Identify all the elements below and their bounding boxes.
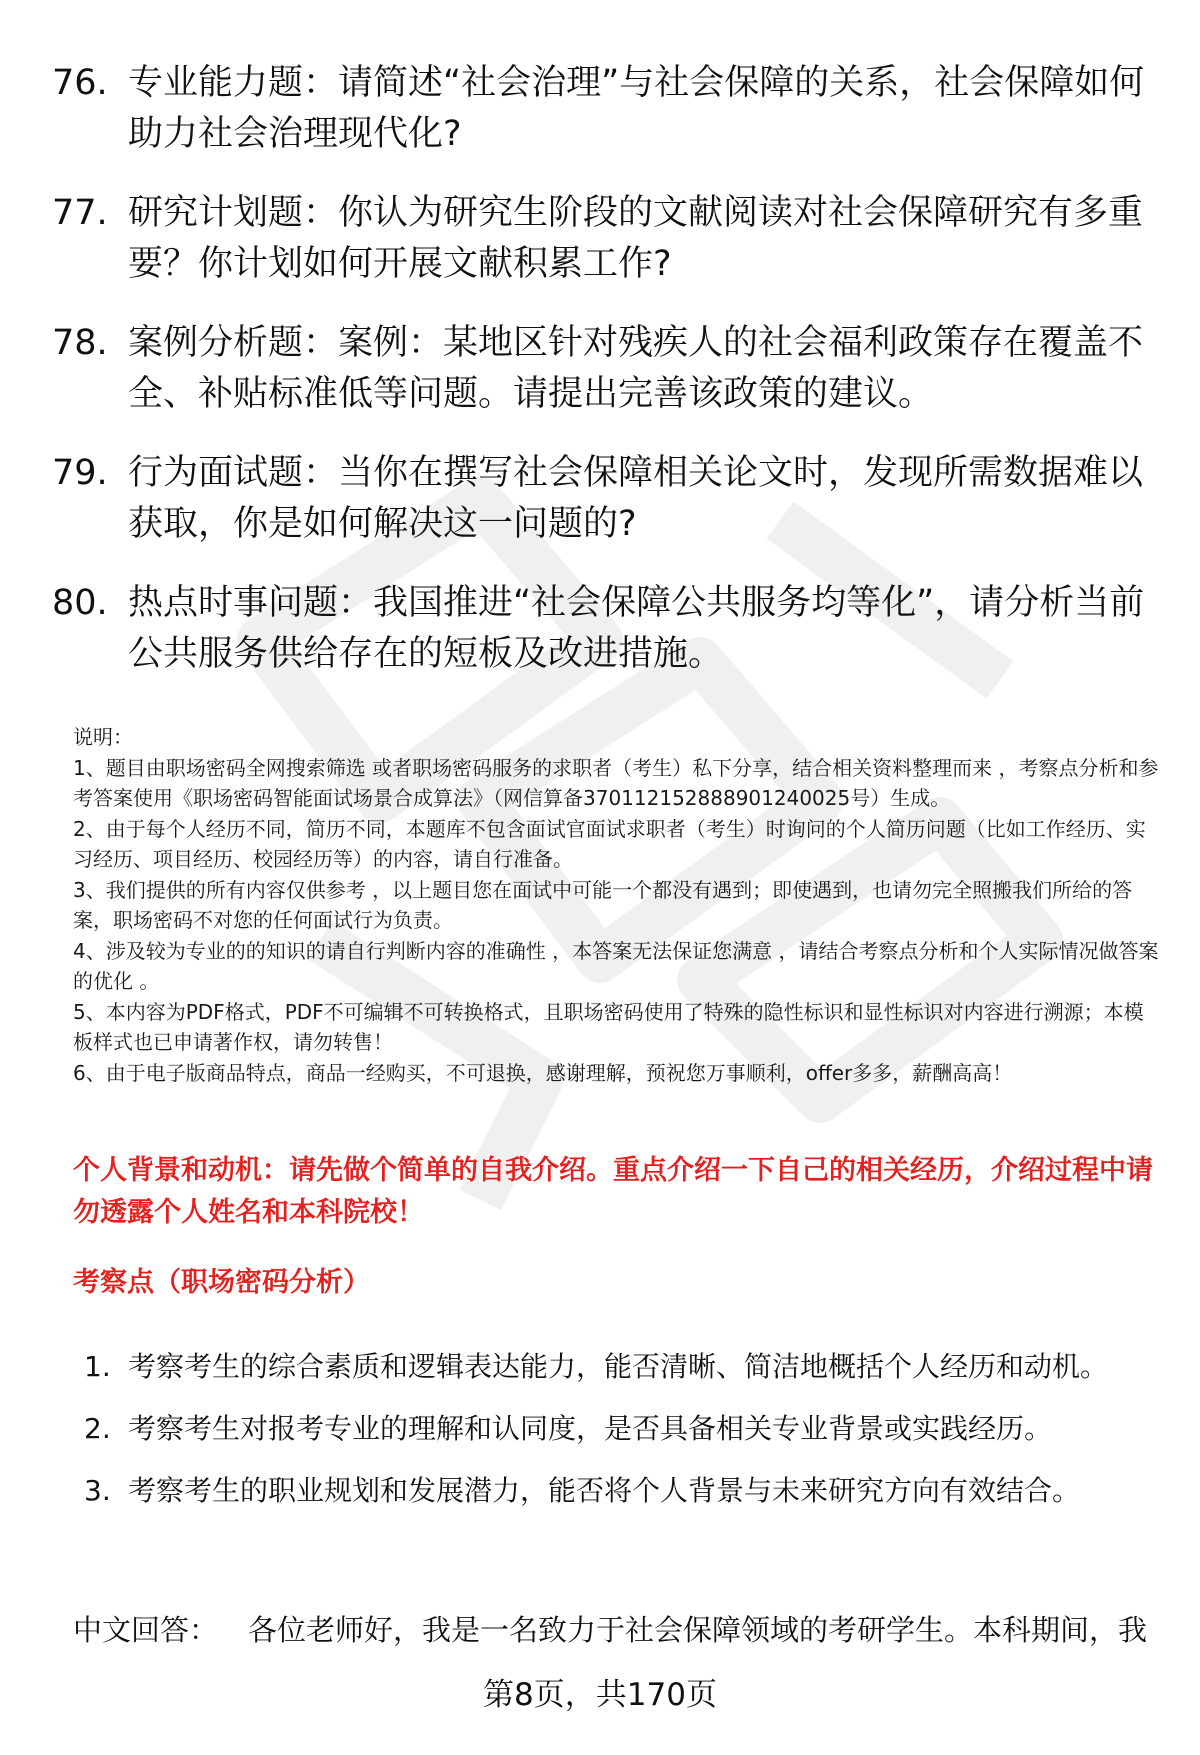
question-text: 行为面试题：当你在撰写社会保障相关论文时，发现所需数据难以获取，你是如何解决这一问题的? xyxy=(128,453,1144,544)
assessment-points xyxy=(84,1336,1164,1522)
answer-line xyxy=(73,1609,1147,1651)
notes-block xyxy=(73,722,1163,1088)
question-item xyxy=(52,188,1152,290)
assessment-point xyxy=(84,1398,1164,1460)
question-text: 热点时事问题：我国推进“社会保障公共服务均等化”，请分析当前公共服务供给存在的短板及改进措施。 xyxy=(128,583,1145,674)
question-number: 78. xyxy=(52,323,108,363)
notes-heading: 说明： xyxy=(73,725,133,749)
section-subtitle: 考察点（职场密码分析） xyxy=(73,1267,370,1298)
point-number: 2. xyxy=(84,1412,111,1445)
point-text: 考察考生的职业规划和发展潜力，能否将个人背景与未来研究方向有效结合。 xyxy=(128,1474,1081,1507)
question-item xyxy=(52,578,1152,680)
assessment-point xyxy=(84,1336,1164,1398)
note-item: 3、我们提供的所有内容仅供参考 ，以上题目您在面试中可能一个都没有遇到；即使遇到，也请勿完全照搬我们所给的答案，职场密码不对您的任何面试行为负责。 xyxy=(73,877,1133,932)
point-text: 考察考生对报考专业的理解和认同度，是否具备相关专业背景或实践经历。 xyxy=(128,1412,1053,1445)
note-item: 4、涉及较为专业的的知识的请自行判断内容的准确性 ，本答案无法保证您满意 ，请结合考察点分析和个人实际情况做答案的优化 。 xyxy=(73,938,1159,993)
question-item xyxy=(52,58,1152,160)
answer-label: 中文回答： xyxy=(73,1613,219,1647)
assessment-point xyxy=(84,1460,1164,1522)
question-list xyxy=(52,58,1152,708)
section-title: 个人背景和动机：请先做个简单的自我介绍。重点介绍一下自己的相关经历，介绍过程中请勿透露个人姓名和本科院校！ xyxy=(73,1155,1153,1228)
page-footer: 第8页，共170页 xyxy=(483,1677,717,1713)
question-number: 80. xyxy=(52,583,108,623)
question-text: 研究计划题：你认为研究生阶段的文献阅读对社会保障研究有多重要？你计划如何开展文献积累工作? xyxy=(128,193,1144,284)
note-item: 5、本内容为PDF格式，PDF不可编辑不可转换格式，且职场密码使用了特殊的隐性标识和显性标识对内容进行溯源；本模板样式也已申请著作权，请勿转售！ xyxy=(73,999,1144,1054)
question-item xyxy=(52,448,1152,550)
note-item: 6、由于电子版商品特点，商品一经购买，不可退换，感谢理解，预祝您万事顺利，offer多多，薪酬高高！ xyxy=(73,1060,1013,1085)
answer-text: 各位老师好，我是一名致力于社会保障领域的考研学生。本科期间，我 xyxy=(248,1613,1148,1647)
question-item xyxy=(52,318,1152,420)
point-number: 1. xyxy=(84,1350,111,1383)
point-text: 考察考生的综合素质和逻辑表达能力，能否清晰、简洁地概括个人经历和动机。 xyxy=(128,1350,1109,1383)
question-number: 79. xyxy=(52,453,108,493)
note-item: 2、由于每个人经历不同，简历不同，本题库不包含面试官面试求职者（考生）时询问的个人简历问题（比如工作经历、实习经历、项目经历、校园经历等）的内容，请自行准备。 xyxy=(73,816,1146,871)
question-number: 77. xyxy=(52,193,108,233)
point-number: 3. xyxy=(84,1474,111,1507)
question-text: 案例分析题：案例：某地区针对残疾人的社会福利政策存在覆盖不全、补贴标准低等问题。请提出完善该政策的建议。 xyxy=(128,323,1144,414)
question-text: 专业能力题：请简述“社会治理”与社会保障的关系，社会保障如何助力社会治理现代化? xyxy=(128,63,1145,154)
question-number: 76. xyxy=(52,63,108,103)
note-item: 1、题目由职场密码全网搜索筛选 或者职场密码服务的求职者（考生）私下分享，结合相关资料整理而来 ，考察点分析和参考答案使用《职场密码智能面试场景合成算法》（网信算备370112152888901240025号）生成。 xyxy=(73,755,1159,810)
